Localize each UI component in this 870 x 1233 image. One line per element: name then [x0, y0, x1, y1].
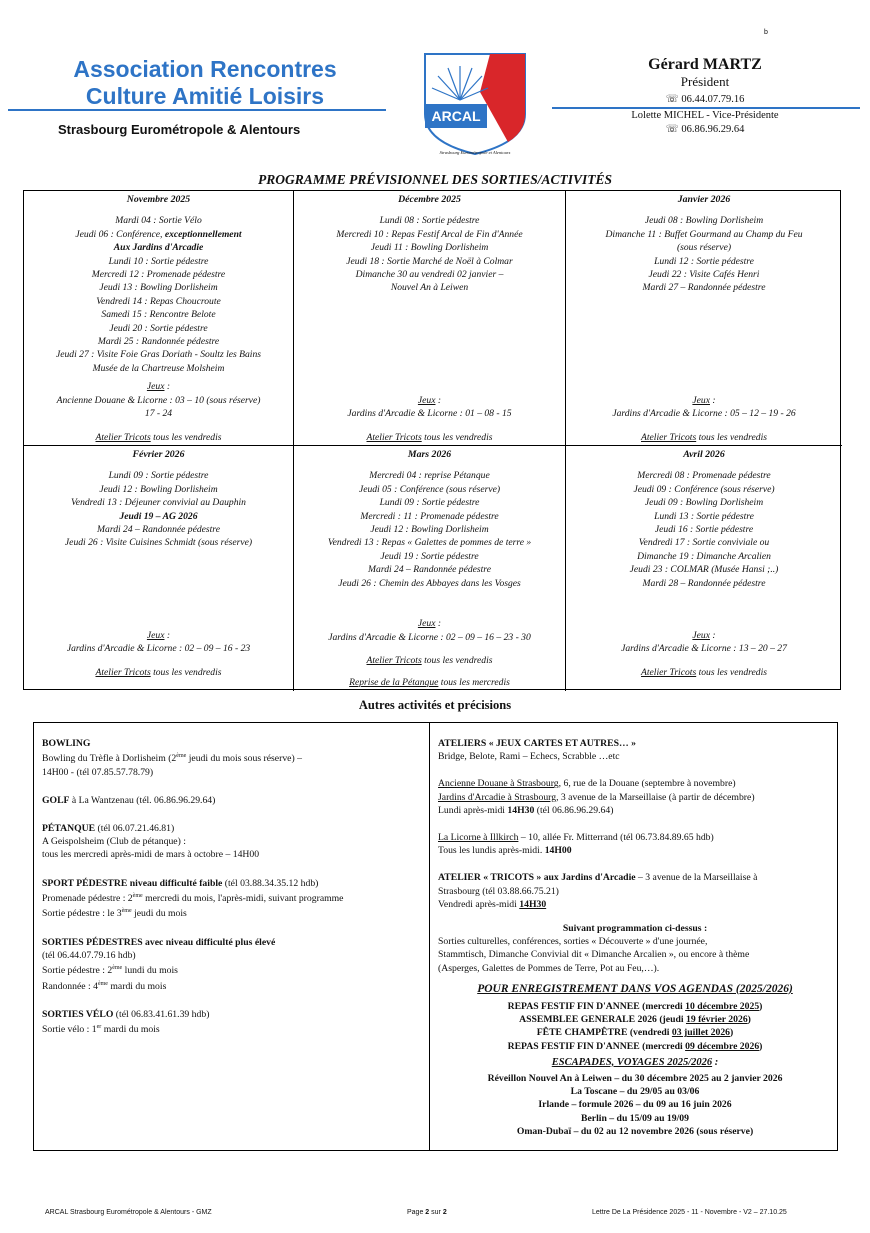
association-name — [40, 56, 370, 110]
activity-line — [568, 523, 840, 536]
petanque-location: A Geispolsheim (Club de pétanque) : — [42, 836, 186, 848]
month-heading: Février 2026 — [132, 449, 185, 460]
jeux-label: Jeux : — [692, 394, 716, 406]
activity-text: Dimanche 30 au vendredi 02 janvier – — [355, 269, 504, 281]
petanque-phone: (tél 06.07.21.46.81) — [95, 823, 175, 835]
tricots-time: 14H30 — [519, 898, 547, 910]
agenda-item — [438, 1040, 832, 1053]
escapade-item: Oman-Dubaï – du 02 au 12 novembre 2026 (sous réserve) — [516, 1125, 754, 1137]
atelier-tricots-schedule: tous les vendredis — [150, 431, 222, 443]
atelier-tricots-line — [566, 666, 842, 679]
activity-line — [26, 496, 291, 509]
suivant-line3: (Asperges, Galettes de Pommes de Terre, Pot au Feu,…). — [438, 962, 660, 974]
month-heading: Décembre 2025 — [398, 194, 461, 205]
sorties-sup-2: ème — [97, 980, 108, 987]
escapades-list — [438, 1072, 832, 1138]
activity-text: Jeudi 26 : Chemin des Abbayes dans les Vosges — [338, 577, 521, 589]
atelier-tricots-label: Atelier Tricots — [366, 431, 422, 443]
atelier-tricots-label: Atelier Tricots — [641, 431, 697, 443]
petanque-heading: PÉTANQUE — [42, 823, 96, 835]
activity-line — [296, 214, 563, 227]
activity-line — [568, 563, 840, 576]
activity-text: Mercredi 12 : Promenade pédestre — [91, 269, 226, 281]
activity-text: Vendredi 13 : Repas « Galettes de pommes de terre » — [327, 537, 532, 549]
activity-text: Jeudi 18 : Sortie Marché de Noël à Colmar — [346, 255, 513, 267]
association-subtitle: Strasbourg Eurométropole & Alentours — [58, 122, 301, 137]
month-heading: Novembre 2025 — [126, 194, 191, 205]
month-footer — [24, 629, 293, 679]
activity-line — [26, 362, 291, 375]
association-name-line1: Association Rencontres — [73, 56, 337, 82]
atelier-tricots-label: Atelier Tricots — [641, 666, 697, 678]
activity-text: Mercredi 04 : reprise Pétanque — [369, 470, 490, 482]
agenda-item-part: 10 décembre 2025 — [685, 1001, 760, 1013]
activity-text: Lundi 12 : Sortie pédestre — [654, 255, 754, 267]
agenda-item-part: ) — [747, 1014, 751, 1026]
activity-text: Mardi 27 – Randonnée pédestre — [642, 282, 766, 294]
jeux-label-text: Jeux — [692, 629, 710, 641]
agenda-item-part: REPAS FESTIF FIN D'ANNEE (mercredi — [507, 1001, 686, 1013]
atelier-tricots-schedule: tous les vendredis — [421, 655, 493, 667]
activity-text: Mardi 24 – Randonnée pédestre — [97, 524, 220, 536]
activity-line — [296, 577, 563, 590]
activity-text: Dimanche 11 : Buffet Gourmand au Champ du Feu — [605, 228, 803, 240]
activity-text: Dimanche 19 : Dimanche Arcalien — [637, 550, 771, 562]
activities-left-column — [42, 737, 422, 1048]
activities-right-column — [438, 737, 832, 1138]
activity-text: Samedi 15 : Rencontre Belote — [101, 309, 216, 321]
agenda-item-part: ) — [730, 1027, 734, 1039]
activity-line — [568, 255, 840, 268]
escapade-item: Irlande – formule 2026 – du 09 au 16 juin 2026 — [538, 1099, 732, 1111]
activity-text: Mardi 25 : Randonnée pédestre — [97, 336, 220, 348]
sorties-line1: Sortie pédestre : 2 — [42, 965, 113, 977]
other-activities-title: Autres activités et précisions — [358, 698, 512, 712]
jeux-label: Jeux : — [417, 618, 442, 630]
association-name-line2: Culture Amitié Loisirs — [85, 83, 325, 109]
activity-text: Mercredi : 11 : Promenade pédestre — [360, 510, 499, 522]
lundi-time: 14H30 — [507, 804, 535, 816]
activity-line — [26, 348, 291, 361]
activity-text: Jeudi 09 : Conférence (sous réserve) — [633, 483, 775, 495]
activity-line — [296, 255, 563, 268]
sport-sortie-2: jeudi du mois — [131, 908, 187, 920]
logo-text: ARCAL — [431, 108, 481, 124]
activity-line — [568, 550, 840, 563]
agenda-heading: POUR ENREGISTREMENT DANS VOS AGENDAS (2025/2026) — [477, 982, 793, 995]
atelier-tricots-schedule: tous les vendredis — [696, 666, 767, 678]
activity-line — [26, 335, 291, 348]
activity-line — [26, 281, 291, 294]
sport-sup-1: ème — [132, 892, 143, 899]
tricots-heading: ATELIER « TRICOTS » aux Jardins d'Arcadie — [438, 872, 636, 884]
month-cell — [294, 446, 566, 691]
activity-text: Mardi 04 : Sortie Vélo — [115, 215, 202, 227]
arcadie-address: , 3 avenue de la Marseillaise (à partir de décembre) — [556, 791, 755, 803]
activity-text: Mercredi 08 : Promenade pédestre — [637, 470, 771, 482]
ateliers-games: Bridge, Belote, Rami – Echecs, Scrabble …etc — [438, 751, 620, 763]
agenda-item-part: 19 février 2026 — [685, 1014, 748, 1026]
velo-sup: er — [96, 1024, 102, 1031]
activity-line — [26, 483, 291, 496]
atelier-tricots-line — [566, 431, 842, 444]
activity-line — [296, 268, 563, 281]
jeux-dates: Jardins d'Arcadie & Licorne : 02 – 09 – 16 - 23 — [66, 643, 251, 655]
activity-text: Jeudi 22 : Visite Cafés Henri — [648, 269, 760, 281]
activity-line — [26, 295, 291, 308]
corner-mark: b — [764, 29, 768, 36]
activity-line — [26, 523, 291, 536]
month-cell — [566, 191, 842, 446]
month-cell — [24, 446, 294, 691]
atelier-tricots-schedule: tous les vendredis — [421, 431, 493, 443]
arcal-logo — [420, 52, 530, 160]
jeux-dates: Jardins d'Arcadie & Licorne : 02 – 09 – 16 – 23 - 30 — [328, 631, 531, 643]
president-phone: ☏ 06.44.07.79.16 — [665, 94, 745, 105]
activity-line — [296, 483, 563, 496]
activity-line — [296, 241, 563, 254]
ateliers-heading: ATELIERS « JEUX CARTES ET AUTRES… » — [438, 738, 636, 749]
program-title: PROGRAMME PRÉVISIONNEL DES SORTIES/ACTIVITÉS — [258, 172, 612, 187]
activity-line — [26, 308, 291, 321]
month-footer — [566, 394, 842, 444]
activity-text: Jeudi 26 : Visite Cuisines Schmidt (sous réserve) — [64, 537, 253, 549]
velo-text: Sortie vélo : 1 — [42, 1024, 97, 1036]
atelier-tricots-line — [294, 431, 565, 444]
activity-text: Jeudi 16 : Sortie pédestre — [654, 524, 754, 536]
bowling-phone: 14H00 - (tél 07.85.57.78.79) — [42, 766, 154, 778]
activity-text: Jeudi 27 : Visite Foie Gras Doriath - Soultz les Bains — [55, 349, 261, 361]
lundi-text: Lundi après-midi — [438, 804, 508, 816]
activity-line — [296, 563, 563, 576]
jeux-label: Jeux : — [146, 629, 171, 641]
footer-page-sep: sur — [429, 1209, 443, 1216]
jeux-dates: 17 - 24 — [144, 408, 173, 420]
jeux-dates: Jardins d'Arcadie & Licorne : 13 – 20 – 27 — [621, 643, 787, 655]
bowling-text-2: jeudi du mois sous réserve) – — [186, 753, 302, 765]
column-divider — [429, 722, 430, 1151]
sport-sup-2: ème — [121, 908, 132, 915]
atelier-tricots-label: Atelier Tricots — [95, 431, 151, 443]
velo-text-2: mardi du mois — [101, 1024, 160, 1036]
activity-line — [26, 510, 291, 523]
sorties-phone: (tél 06.44.07.79.16 hdb) — [42, 949, 136, 961]
petanque-schedule: tous les mercredi après-midi de mars à octobre – 14H00 — [42, 849, 260, 861]
golf-text: à La Wantzenau (tél. 06.86.96.29.64) — [69, 794, 216, 806]
activity-line — [296, 523, 563, 536]
footer-page — [407, 1209, 447, 1216]
agenda-item-part: ) — [759, 1040, 763, 1052]
president-name: Gérard MARTZ — [648, 56, 762, 73]
bowling-sup: ème — [176, 753, 187, 760]
president-role: Président — [680, 74, 730, 89]
activity-text: Vendredi 14 : Repas Choucroute — [96, 295, 221, 307]
activity-line — [568, 577, 840, 590]
month-footer — [294, 617, 565, 689]
activity-line — [26, 228, 291, 241]
agenda-list — [438, 1000, 832, 1053]
month-footer — [566, 629, 842, 679]
activity-text: Jeudi 12 : Bowling Dorlisheim — [99, 483, 218, 495]
activity-text: (sous réserve) — [676, 242, 732, 254]
activity-line — [296, 496, 563, 509]
atelier-tricots-schedule: tous les vendredis — [696, 431, 767, 443]
program-grid — [23, 190, 841, 690]
sport-heading: SPORT PÉDESTRE niveau difficulté faible — [42, 877, 223, 889]
escapade-item: Réveillon Nouvel An à Leiwen – du 30 décembre 2025 au 2 janvier 2026 — [487, 1073, 783, 1085]
sport-phone: (tél 03.88.34.35.12 hdb) — [222, 877, 319, 889]
activity-text: Musée de la Chartreuse Molsheim — [92, 362, 225, 374]
licorne-time: 14H00 — [544, 845, 572, 857]
sorties-line2b: mardi du mois — [107, 980, 167, 992]
jeux-label-text: Jeux — [417, 618, 436, 630]
jeux-label-text: Jeux — [146, 629, 165, 641]
footer-page-label: Page — [407, 1209, 426, 1216]
activity-line — [568, 268, 840, 281]
president-block — [600, 56, 810, 90]
activity-line — [568, 496, 840, 509]
agenda-item-part: FÊTE CHAMPÊTRE (vendredi — [536, 1027, 672, 1039]
activity-text: Lundi 10 : Sortie pédestre — [108, 255, 209, 267]
header-rule-left — [8, 109, 386, 111]
activity-text: Vendredi 13 : Déjeuner convivial au Dauphin — [71, 497, 246, 509]
tricots-phone: Strasbourg (tél 03.88.66.75.21) — [438, 885, 559, 897]
logo-caption: Strasbourg Eurométropole et Alentours — [439, 150, 511, 155]
atelier-tricots-label: Atelier Tricots — [366, 655, 422, 667]
velo-phone: (tél 06.83.41.61.39 hdb) — [113, 1009, 210, 1021]
sorties-line1b: lundi du mois — [122, 965, 178, 977]
escapades-title: ESCAPADES, VOYAGES 2025/2026 — [551, 1056, 713, 1068]
activity-text: Jeudi 23 : COLMAR (Musée Hansi ;..) — [629, 564, 779, 576]
suivant-line2: Stammtisch, Dimanche Convivial dit « Dimanche Arcalien », ou encore à thème — [438, 949, 750, 961]
suivant-line1: Sorties culturelles, conférences, sorties « Découverte » d'une journée, — [438, 936, 708, 948]
agenda-item — [438, 1013, 832, 1026]
jeux-dates: Jardins d'Arcadie & Licorne : 05 – 12 – 19 - 26 — [612, 408, 796, 420]
escapade-item: La Toscane – du 29/05 au 03/06 — [570, 1086, 700, 1098]
sorties-line2: Randonnée : 4 — [42, 980, 98, 992]
licorne-schedule: Tous les lundis après-midi. — [438, 845, 545, 857]
agenda-item-part: 03 juillet 2026 — [671, 1027, 731, 1039]
petanque-reprise-label: Reprise de la Pétanque — [349, 676, 439, 688]
tricots-address: – 3 avenue de la Marseillaise à — [635, 872, 758, 884]
activity-line — [26, 536, 291, 549]
activity-line — [26, 322, 291, 335]
agenda-item — [438, 1026, 832, 1039]
escapade-item: Berlin – du 15/09 au 19/09 — [581, 1112, 689, 1124]
activity-text: Jeudi 09 : Bowling Dorlisheim — [644, 497, 764, 509]
footer-right: Lettre De La Présidence 2025 - 11 - Novembre - V2 – 27.10.25 — [592, 1209, 787, 1216]
activity-text: Mardi 28 – Randonnée pédestre — [642, 577, 766, 589]
activity-line — [296, 536, 563, 549]
activity-text: Vendredi 17 : Sortie conviviale ou — [638, 537, 770, 549]
activity-line — [26, 214, 291, 227]
activity-line — [296, 228, 563, 241]
activity-line — [568, 510, 840, 523]
footer-left: ARCAL Strasbourg Eurométropole & Alentours - GMZ — [45, 1209, 212, 1216]
douane-location: Ancienne Douane à Strasbourg — [438, 778, 559, 790]
golf-heading: GOLF — [42, 794, 70, 806]
agenda-item — [438, 1000, 832, 1013]
activity-line — [26, 469, 291, 482]
jeux-label-text: Jeux — [692, 394, 710, 406]
month-heading: Janvier 2026 — [677, 194, 731, 205]
jeux-dates: Ancienne Douane & Licorne : 03 – 10 (sous réserve) — [56, 394, 261, 406]
atelier-tricots-line — [24, 666, 293, 679]
activity-line — [568, 241, 840, 254]
activity-text: Jeudi 05 : Conférence (sous réserve) — [358, 483, 501, 495]
activity-text: Jeudi 11 : Bowling Dorlisheim — [370, 242, 489, 254]
jeux-label: Jeux : — [692, 629, 716, 641]
activity-text: Jeudi 13 : Bowling Dorlisheim — [99, 282, 218, 294]
escapades-heading — [438, 1056, 832, 1069]
month-cell — [294, 191, 566, 446]
vice-phone: ☏ 06.86.96.29.64 — [665, 124, 745, 135]
velo-heading: SORTIES VÉLO — [42, 1009, 114, 1021]
activity-text: Jeudi 08 : Bowling Dorlisheim — [644, 215, 764, 227]
footer-page-number: 2 — [425, 1209, 430, 1216]
activity-line — [296, 550, 563, 563]
licorne-address: – 10, allée Fr. Mitterrand (tél 06.73.84.89.65 hdb) — [518, 832, 714, 844]
footer-page-total: 2 — [442, 1209, 447, 1216]
petanque-reprise-line — [294, 676, 565, 689]
suivant-heading: Suivant programmation ci-dessus : — [562, 923, 708, 935]
activity-text: Lundi 13 : Sortie pédestre — [654, 510, 754, 522]
activity-text: Jeudi 20 : Sortie pédestre — [109, 322, 208, 334]
activity-line — [296, 510, 563, 523]
escapades-colon: : — [712, 1056, 719, 1068]
atelier-tricots-schedule: tous les vendredis — [150, 666, 222, 678]
activity-text: Lundi 09 : Sortie pédestre — [108, 470, 209, 482]
jeux-label: Jeux : — [146, 381, 171, 393]
activity-text: Lundi 08 : Sortie pédestre — [379, 215, 480, 227]
activity-text: Nouvel An à Leiwen — [390, 282, 469, 294]
sorties-heading: SORTIES PÉDESTRES avec niveau difficulté plus élevé — [42, 936, 276, 948]
activity-line — [296, 281, 563, 294]
activity-text: Mardi 24 – Randonnée pédestre — [368, 564, 491, 576]
sorties-sup-1: ème — [112, 965, 123, 972]
activity-text: Jeudi 12 : Bowling Dorlisheim — [370, 524, 489, 536]
activity-text: Mercredi 10 : Repas Festif Arcal de Fin d'Année — [336, 228, 523, 240]
petanque-reprise-schedule: tous les mercredis — [438, 676, 510, 688]
agenda-item-part: ASSEMBLEE GENERALE 2026 (jeudi — [519, 1014, 686, 1026]
month-cell — [24, 191, 294, 446]
jeux-label-text: Jeux — [417, 394, 436, 406]
sport-promenade-2: mercredi du mois, l'après-midi, suivant programme — [142, 893, 344, 905]
activity-text: Jeudi 19 : Sortie pédestre — [380, 550, 479, 562]
arcadie-location: Jardins d'Arcadie à Strasbourg — [438, 791, 557, 803]
activity-emphasis: Jeudi 19 – AG 2026 — [119, 510, 198, 522]
activity-line — [26, 241, 291, 254]
atelier-tricots-line — [294, 654, 565, 667]
month-footer — [24, 380, 293, 444]
activity-line — [568, 228, 840, 241]
agenda-item-part: 09 décembre 2026 — [685, 1040, 760, 1052]
agenda-item-part: ) — [759, 1001, 763, 1013]
activity-line — [568, 536, 840, 549]
activity-text: Lundi 09 : Sortie pédestre — [379, 497, 480, 509]
atelier-tricots-label: Atelier Tricots — [95, 666, 151, 678]
sport-promenade: Promenade pédestre : 2 — [42, 893, 133, 905]
month-heading: Mars 2026 — [407, 449, 452, 460]
activity-emphasis: exceptionnellement — [164, 228, 242, 240]
jeux-label: Jeux : — [417, 394, 442, 406]
month-footer — [294, 394, 565, 444]
licorne-location: La Licorne à Illkirch — [438, 832, 519, 844]
douane-address: , 6, rue de la Douane (septembre à novembre) — [558, 778, 736, 790]
bowling-heading: BOWLING — [42, 738, 91, 749]
activity-line — [568, 214, 840, 227]
jeux-label-text: Jeux — [146, 381, 165, 393]
lundi-phone: (tél 06.86.96.29.64) — [534, 804, 614, 816]
activity-line — [568, 469, 840, 482]
month-heading: Avril 2026 — [683, 449, 725, 460]
activity-line — [26, 268, 291, 281]
activity-line — [26, 255, 291, 268]
tricots-schedule: Vendredi après-midi — [438, 898, 520, 910]
activity-line — [296, 469, 563, 482]
month-cell — [566, 446, 842, 691]
activity-text: Jeudi 06 : Conférence, — [75, 228, 165, 240]
bowling-text: Bowling du Trèfle à Dorlisheim (2 — [42, 753, 177, 765]
sport-sortie: Sortie pédestre : le 3 — [42, 908, 122, 920]
activity-line — [568, 281, 840, 294]
activity-line — [568, 483, 840, 496]
activity-emphasis: Aux Jardins d'Arcadie — [113, 242, 204, 254]
agenda-item-part: REPAS FESTIF FIN D'ANNEE (mercredi — [507, 1040, 686, 1052]
vice-president: Lolette MICHEL - Vice-Présidente — [631, 110, 779, 121]
jeux-dates: Jardins d'Arcadie & Licorne : 01 – 08 - 15 — [347, 408, 512, 420]
atelier-tricots-line — [24, 431, 293, 444]
